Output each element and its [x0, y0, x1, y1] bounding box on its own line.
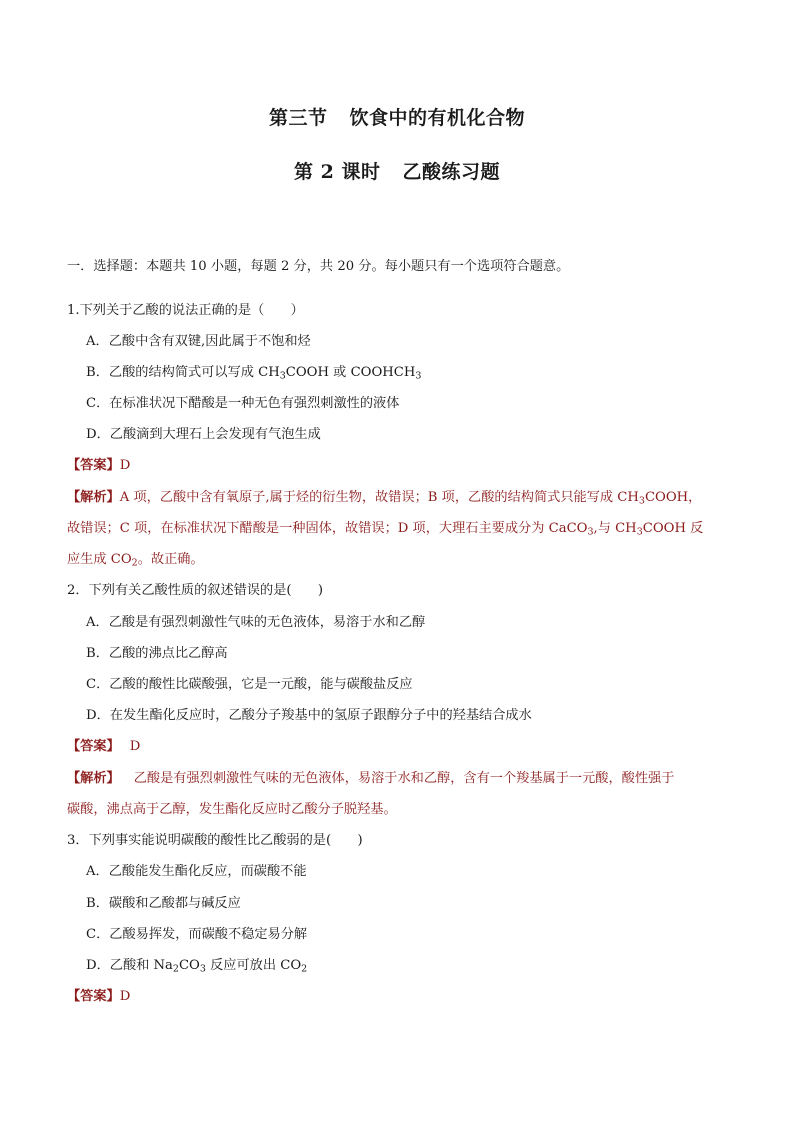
question-3-option-d — [86, 957, 734, 975]
page-subtitle — [0, 160, 794, 184]
question-1-option-a: A．乙酸中含有双键,因此属于不饱和烃 — [86, 334, 311, 349]
q1-analysis-text-3: 故错误；C 项，在标准状况下醋酸是一种固体，故错误；D 项，大理石主要成分为 CaCO — [67, 521, 588, 536]
q1-b-text-2: COOH 或 COOHCH — [285, 365, 416, 380]
q1-analysis-text-4: ,与 CH — [593, 521, 637, 536]
q3-d-text-1: D．乙酸和 Na — [86, 958, 173, 973]
subtitle-topic: 乙酸练习题 — [402, 161, 500, 183]
q1-analysis-sub-2: 3 — [587, 526, 594, 538]
answer-value: D — [119, 989, 131, 1004]
answer-tag: 【答案】 — [67, 458, 120, 473]
title-section: 第三节 — [268, 107, 328, 129]
question-1-analysis-line-3 — [67, 551, 734, 569]
q1-b-sub-1: 3 — [279, 370, 286, 382]
question-1-option-b — [86, 364, 734, 382]
question-2-option-d: D．在发生酯化反应时，乙酸分子羧基中的氢原子跟醇分子中的羟基结合成水 — [86, 708, 532, 723]
q1-analysis-text-6: 应生成 CO — [67, 552, 132, 567]
question-1-analysis-line-1 — [67, 489, 734, 507]
answer-tag: 【答案】 — [67, 989, 120, 1004]
q3-d-sub-2: 3 — [199, 963, 206, 975]
q3-d-sub-1: 2 — [172, 963, 179, 975]
answer-value: D — [119, 458, 131, 473]
q1-analysis-sub-1: 3 — [638, 495, 645, 507]
question-3-stem: 3．下列事实能说明碳酸的酸性比乙酸弱的是( ) — [67, 833, 363, 848]
question-3-option-a: A．乙酸能发生酯化反应，而碳酸不能 — [86, 864, 307, 879]
q1-analysis-text-2: COOH， — [644, 490, 702, 505]
question-2-stem: 2．下列有关乙酸性质的叙述错误的是( ) — [67, 583, 324, 598]
question-1-analysis-line-2 — [67, 520, 734, 538]
question-2-option-b: B．乙酸的沸点比乙醇高 — [86, 646, 228, 661]
question-3-answer — [67, 988, 734, 1006]
q1-analysis-sub-3: 3 — [636, 526, 643, 538]
q2-analysis-text-1: 乙酸是有强烈刺激性气味的无色液体，易溶于水和乙醇，含有一个羧基属于一元酸，酸性强于 — [133, 771, 675, 786]
question-2-option-a: A．乙酸是有强烈刺激性气味的无色液体，易溶于水和乙醇 — [86, 615, 426, 630]
q3-d-text-2: CO — [178, 958, 200, 973]
q3-d-sub-3: 2 — [301, 963, 308, 975]
q1-analysis-sub-4: 2 — [131, 557, 138, 569]
question-2-analysis-line-1 — [67, 770, 734, 788]
question-1-stem: 1.下列关于乙酸的说法正确的是（ ） — [67, 303, 304, 318]
title-main: 饮食中的有机化合物 — [349, 107, 526, 129]
q1-b-sub-2: 3 — [415, 370, 422, 382]
q1-analysis-text-1: A 项，乙酸中含有氧原子,属于烃的衍生物，故错误；B 项，乙酸的结构简式只能写成 CH — [119, 490, 639, 505]
section-heading: 一．选择题：本题共 10 小题，每题 2 分，共 20 分。每小题只有一个选项符合题意。 — [67, 259, 570, 274]
q1-analysis-text-7: 。故正确。 — [137, 552, 204, 567]
answer-value: D — [129, 739, 141, 754]
analysis-tag: 【解析】 — [67, 490, 120, 505]
q1-analysis-text-5: COOH 反 — [642, 521, 704, 536]
page-title — [0, 106, 794, 130]
question-2-answer — [67, 738, 734, 756]
question-3-option-c: C．乙酸易挥发，而碳酸不稳定易分解 — [86, 927, 308, 942]
q3-d-text-3: 反应可放出 CO — [205, 958, 302, 973]
q1-b-text-1: B．乙酸的结构简式可以写成 CH — [86, 365, 280, 380]
question-1-option-c: C．在标准状况下醋酸是一种无色有强烈刺激性的液体 — [86, 396, 400, 411]
question-1-option-d: D．乙酸滴到大理石上会发现有气泡生成 — [86, 427, 321, 442]
question-1-answer — [67, 457, 734, 475]
question-2-analysis-line-2: 碳酸，沸点高于乙醇，发生酯化反应时乙酸分子脱羟基。 — [67, 802, 397, 817]
question-3-option-b: B．碳酸和乙酸都与碱反应 — [86, 896, 241, 911]
question-2-option-c: C．乙酸的酸性比碳酸强，它是一元酸，能与碳酸盐反应 — [86, 677, 413, 692]
answer-tag: 【答案】 — [67, 739, 120, 754]
analysis-tag: 【解析】 — [67, 771, 120, 786]
subtitle-lesson: 第 2 课时 — [294, 161, 381, 183]
